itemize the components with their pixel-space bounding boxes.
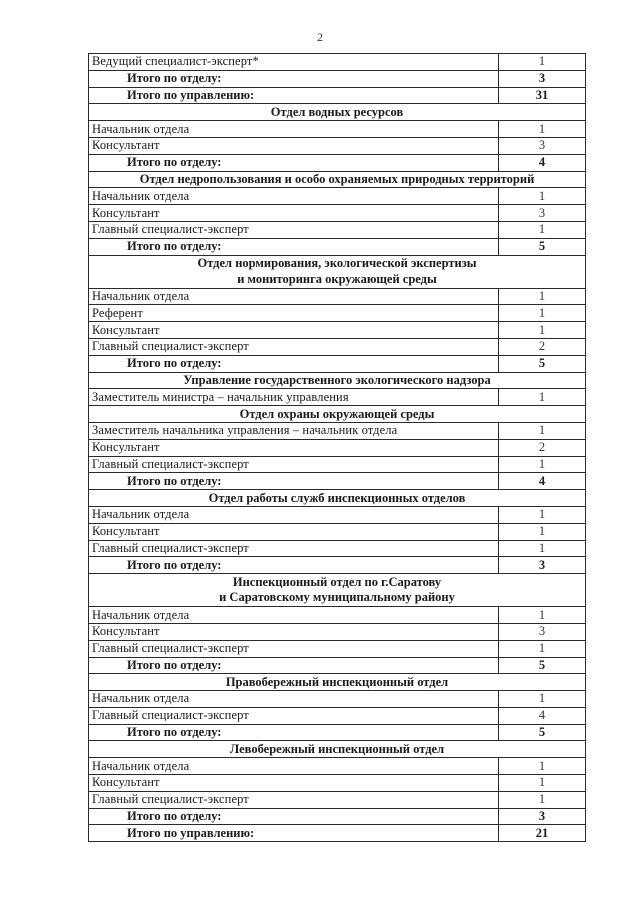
position-name: Главный специалист-эксперт — [89, 707, 499, 724]
position-name: Начальник отдела — [89, 121, 499, 138]
section-title-line: и Саратовскому муниципальному району — [219, 590, 455, 605]
position-name: Главный специалист-эксперт — [89, 338, 499, 355]
position-row — [89, 305, 586, 322]
section-header-row — [89, 255, 586, 288]
total-row — [89, 657, 586, 674]
total-count: 5 — [499, 355, 586, 372]
section-header-row — [89, 372, 586, 389]
position-count: 2 — [499, 439, 586, 456]
position-count: 1 — [499, 188, 586, 205]
total-count: 3 — [499, 557, 586, 574]
total-row — [89, 825, 586, 842]
section-header-row — [89, 490, 586, 507]
total-row — [89, 70, 586, 87]
total-label: Итого по отделу: — [89, 70, 499, 87]
total-row — [89, 724, 586, 741]
total-label: Итого по отделу: — [89, 238, 499, 255]
total-label: Итого по отделу: — [89, 657, 499, 674]
position-count: 1 — [499, 540, 586, 557]
total-count: 5 — [499, 657, 586, 674]
section-title — [89, 741, 586, 758]
section-title-line: Отдел недропользования и особо охраняемых природных территорий — [139, 171, 535, 186]
total-count: 31 — [499, 87, 586, 104]
position-name: Главный специалист-эксперт — [89, 456, 499, 473]
section-header-row — [89, 574, 586, 607]
position-row — [89, 523, 586, 540]
section-title — [89, 372, 586, 389]
section-title — [89, 490, 586, 507]
total-label: Итого по отделу: — [89, 473, 499, 490]
position-name: Начальник отдела — [89, 188, 499, 205]
position-name: Референт — [89, 305, 499, 322]
position-row — [89, 322, 586, 339]
section-title — [89, 674, 586, 691]
position-name: Главный специалист-эксперт — [89, 640, 499, 657]
position-count: 3 — [499, 137, 586, 154]
page-number: 2 — [317, 30, 323, 44]
position-name: Консультант — [89, 205, 499, 222]
position-row — [89, 338, 586, 355]
section-title-line: Инспекционный отдел по г.Саратову — [232, 574, 442, 589]
position-count: 1 — [499, 607, 586, 624]
position-row — [89, 221, 586, 238]
position-count: 1 — [499, 305, 586, 322]
section-header-row — [89, 171, 586, 188]
position-count: 1 — [499, 54, 586, 71]
total-row — [89, 473, 586, 490]
position-row — [89, 640, 586, 657]
total-count: 3 — [499, 808, 586, 825]
position-count: 1 — [499, 691, 586, 708]
total-row — [89, 87, 586, 104]
position-count: 1 — [499, 523, 586, 540]
position-name: Главный специалист-эксперт — [89, 540, 499, 557]
position-row — [89, 506, 586, 523]
section-title-line: Отдел водных ресурсов — [270, 104, 404, 119]
total-row — [89, 557, 586, 574]
position-row — [89, 540, 586, 557]
total-label: Итого по отделу: — [89, 355, 499, 372]
position-row — [89, 422, 586, 439]
position-count: 1 — [499, 456, 586, 473]
position-row — [89, 707, 586, 724]
position-row — [89, 691, 586, 708]
position-count: 3 — [499, 205, 586, 222]
section-title — [89, 171, 586, 188]
total-count: 5 — [499, 724, 586, 741]
total-row — [89, 808, 586, 825]
position-count: 1 — [499, 221, 586, 238]
position-row — [89, 607, 586, 624]
section-title-line: Отдел нормирования, экологической экспертизы — [197, 256, 477, 271]
total-label: Итого по отделу: — [89, 724, 499, 741]
staffing-table-body — [89, 54, 586, 842]
position-row — [89, 288, 586, 305]
section-title — [89, 104, 586, 121]
section-header-row — [89, 104, 586, 121]
position-count: 1 — [499, 288, 586, 305]
position-count: 1 — [499, 121, 586, 138]
position-row — [89, 389, 586, 406]
position-count: 1 — [499, 775, 586, 792]
section-title-line: Отдел охраны окружающей среды — [239, 406, 435, 421]
position-name: Консультант — [89, 137, 499, 154]
section-title-line: Управление государственного экологического надзора — [183, 372, 491, 387]
position-name: Главный специалист-эксперт — [89, 221, 499, 238]
total-row — [89, 355, 586, 372]
total-row — [89, 238, 586, 255]
position-count: 3 — [499, 623, 586, 640]
position-name: Начальник отдела — [89, 288, 499, 305]
position-count: 4 — [499, 707, 586, 724]
position-row — [89, 456, 586, 473]
position-name: Начальник отдела — [89, 758, 499, 775]
section-header-row — [89, 674, 586, 691]
position-count: 1 — [499, 389, 586, 406]
position-count: 2 — [499, 338, 586, 355]
position-row — [89, 623, 586, 640]
position-count: 1 — [499, 506, 586, 523]
section-title — [89, 406, 586, 423]
total-label: Итого по отделу: — [89, 557, 499, 574]
section-header-row — [89, 406, 586, 423]
position-name: Заместитель министра – начальник управления — [89, 389, 499, 406]
position-row — [89, 54, 586, 71]
position-row — [89, 791, 586, 808]
section-header-row — [89, 741, 586, 758]
section-title-line: Левобережный инспекционный отдел — [229, 741, 445, 756]
section-title-line: Отдел работы служб инспекционных отделов — [208, 490, 466, 505]
position-row — [89, 137, 586, 154]
position-name: Консультант — [89, 623, 499, 640]
position-name: Ведущий специалист-эксперт* — [89, 54, 499, 71]
position-row — [89, 205, 586, 222]
total-label: Итого по управлению: — [89, 87, 499, 104]
position-name: Начальник отдела — [89, 607, 499, 624]
position-count: 1 — [499, 322, 586, 339]
total-label: Итого по отделу: — [89, 154, 499, 171]
total-count: 4 — [499, 473, 586, 490]
total-label: Итого по отделу: — [89, 808, 499, 825]
position-name: Главный специалист-эксперт — [89, 791, 499, 808]
position-count: 1 — [499, 422, 586, 439]
position-name: Заместитель начальника управления – начальник отдела — [89, 422, 499, 439]
total-label: Итого по управлению: — [89, 825, 499, 842]
total-count: 3 — [499, 70, 586, 87]
position-count: 1 — [499, 758, 586, 775]
position-row — [89, 775, 586, 792]
position-row — [89, 121, 586, 138]
position-name: Консультант — [89, 523, 499, 540]
position-name: Начальник отдела — [89, 506, 499, 523]
position-name: Начальник отдела — [89, 691, 499, 708]
section-title-line: Правобережный инспекционный отдел — [225, 674, 449, 689]
section-title — [89, 255, 586, 288]
section-title — [89, 574, 586, 607]
total-count: 5 — [499, 238, 586, 255]
position-name: Консультант — [89, 322, 499, 339]
position-row — [89, 439, 586, 456]
section-title-line: и мониторинга окружающей среды — [237, 271, 437, 286]
position-row — [89, 188, 586, 205]
total-count: 21 — [499, 825, 586, 842]
position-count: 1 — [499, 791, 586, 808]
total-count: 4 — [499, 154, 586, 171]
position-name: Консультант — [89, 775, 499, 792]
staffing-table — [88, 53, 586, 842]
position-count: 1 — [499, 640, 586, 657]
total-row — [89, 154, 586, 171]
position-name: Консультант — [89, 439, 499, 456]
position-row — [89, 758, 586, 775]
